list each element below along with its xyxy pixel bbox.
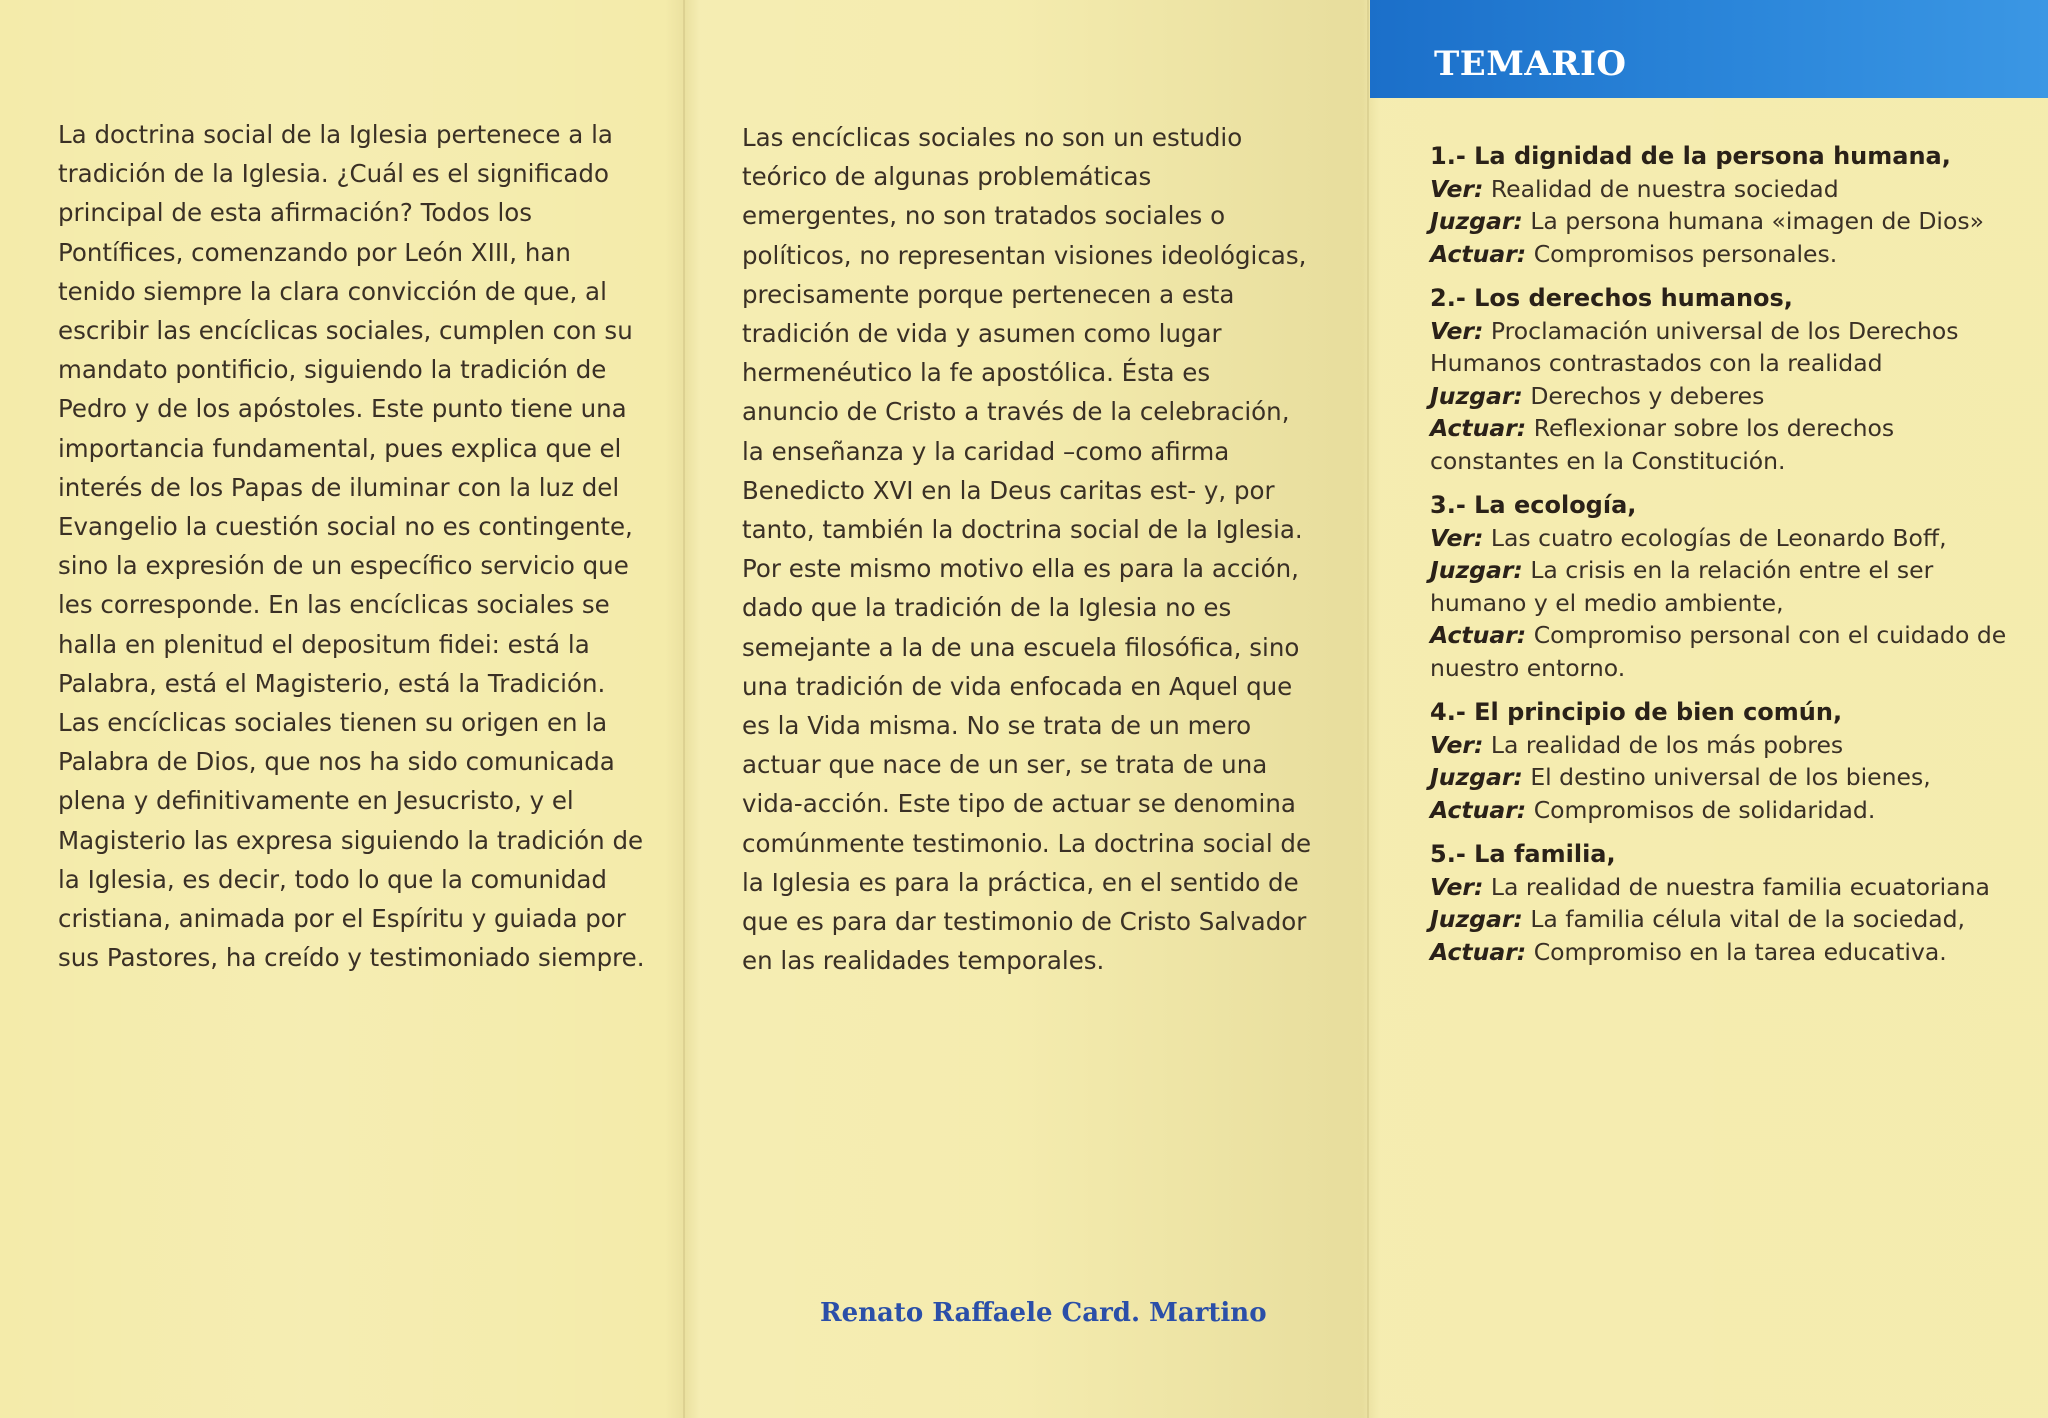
column-2-text [742,118,1312,980]
actuar-label: Actuar: [1430,414,1527,442]
topic-juzgar [1430,380,2030,413]
ver-text: Realidad de nuestra sociedad [1490,174,1839,203]
column-2-paragraph: Las encíclicas sociales no son un estudio teórico de algunas problemáticas emergentes, no son tratados sociales o políticos, no representan visiones ideológicas, precisamente porque pertenecen a esta tradición de vida y asumen como lugar hermenéutico la fe apostólica. Ésta es anuncio de Cristo a través de la celebración, la enseñanza y la caridad –como afirma Benedicto XVI en la Deus caritas est- y, por tanto, también la doctrina social de la Iglesia. Por este mismo motivo ella es para la acción, dado que la tradición de la Iglesia no es semejante a la de una escuela filosófica, sino una tradición de vida enfocada en Aquel que es la Vida misma. No se trata de un mero actuar que nace de un ser, se trata de una vida-acción. Este tipo de actuar se denomina comúnmente testimonio. La doctrina social de la Iglesia es para la práctica, en el sentido de que es para dar testimonio de Cristo Salvador en las realidades temporales. [742,123,1312,976]
topic-ver [1430,729,2030,762]
juzgar-text: La crisis en la relación entre el ser humano y el medio ambiente, [1430,556,1934,617]
topic-title: 3.- La ecología, [1430,491,1637,519]
topic-ver [1430,315,2030,380]
ver-label: Ver: [1430,174,1484,203]
ver-text: Proclamación universal de los Derechos Humanos contrastados con la realidad [1430,316,1959,377]
actuar-text: Compromiso en la tarea educativa. [1533,937,1947,966]
juzgar-text: El destino universal de los bienes, [1530,763,1931,791]
juzgar-label: Juzgar: [1430,381,1523,410]
author-signature: Renato Raffaele Card. Martino [820,1298,1267,1328]
juzgar-label: Juzgar: [1430,207,1523,235]
actuar-label: Actuar: [1430,239,1527,268]
actuar-text: Compromisos personales. [1533,239,1838,268]
topic-title: 4.- El principio de bien común, [1430,698,1843,726]
fold-line-right [1367,0,1369,1418]
topic-item [1430,282,2030,477]
topic-item [1430,140,2030,270]
temario-list [1430,140,2030,980]
topic-item [1430,838,2030,968]
topic-actuar [1430,619,2030,684]
topic-ver [1430,522,2030,555]
column-1-text [58,115,648,977]
topic-actuar [1430,936,2030,969]
column-1-paragraph: La doctrina social de la Iglesia pertenece a la tradición de la Iglesia. ¿Cuál es el significado principal de esta afirmación? Todos los Pontífices, comenzando por León XIII, han tenido siempre la clara convicción de que, al escribir las encíclicas sociales, cumplen con su mandato pontificio, siguiendo la tradición de Pedro y de los apóstoles. Este punto tiene una importancia fundamental, pues explica que el interés de los Papas de iluminar con la luz del Evangelio la cuestión social no es contingente, sino la expresión de un específico servicio que les corresponde. En las encíclicas sociales se halla en plenitud el depositum fidei: está la Palabra, está el Magisterio, está la Tradición. Las encíclicas sociales tienen su origen en la Palabra de Dios, que nos ha sido comunicada plena y definitivamente en Jesucristo, y el Magisterio las expresa siguiendo la tradición de la Iglesia, es decir, todo lo que la comunidad cristiana, animada por el Espíritu y guiada por sus Pastores, ha creído y testimoniado siempre. [58,120,645,973]
ver-label: Ver: [1430,316,1484,345]
ver-text: La realidad de los más pobres [1490,730,1844,759]
topic-juzgar [1430,205,2030,238]
ver-text: Las cuatro ecologías de Leonardo Boff, [1490,523,1947,552]
ver-label: Ver: [1430,730,1484,759]
actuar-label: Actuar: [1430,937,1527,966]
topic-title: 2.- Los derechos humanos, [1430,284,1793,312]
topic-juzgar [1430,761,2030,794]
actuar-text: Compromiso personal con el cuidado de nuestro entorno. [1430,621,2007,682]
actuar-label: Actuar: [1430,621,1527,649]
temario-title: TEMARIO [1434,44,1627,84]
topic-actuar [1430,238,2030,271]
topic-juzgar [1430,903,2030,936]
fold-line-left [683,0,685,1418]
topic-title: 1.- La dignidad de la persona humana, [1430,142,1951,170]
juzgar-label: Juzgar: [1430,556,1523,584]
juzgar-text: La persona humana «imagen de Dios» [1530,207,1984,235]
actuar-text: Compromisos de solidaridad. [1533,795,1876,824]
actuar-label: Actuar: [1430,795,1527,824]
actuar-text: Reflexionar sobre los derechos constantes en la Constitución. [1430,414,1895,475]
topic-ver [1430,173,2030,206]
ver-label: Ver: [1430,872,1484,901]
ver-text: La realidad de nuestra familia ecuatoriana [1490,872,1990,901]
ver-label: Ver: [1430,523,1484,552]
juzgar-label: Juzgar: [1430,905,1523,933]
topic-juzgar [1430,554,2030,619]
topic-title: 5.- La familia, [1430,840,1616,868]
topic-item [1430,696,2030,826]
topic-item [1430,489,2030,684]
topic-actuar [1430,794,2030,827]
juzgar-text: Derechos y deberes [1530,381,1765,410]
topic-actuar [1430,412,2030,477]
topic-ver [1430,871,2030,904]
juzgar-label: Juzgar: [1430,763,1523,791]
juzgar-text: La familia célula vital de la sociedad, [1530,905,1966,933]
